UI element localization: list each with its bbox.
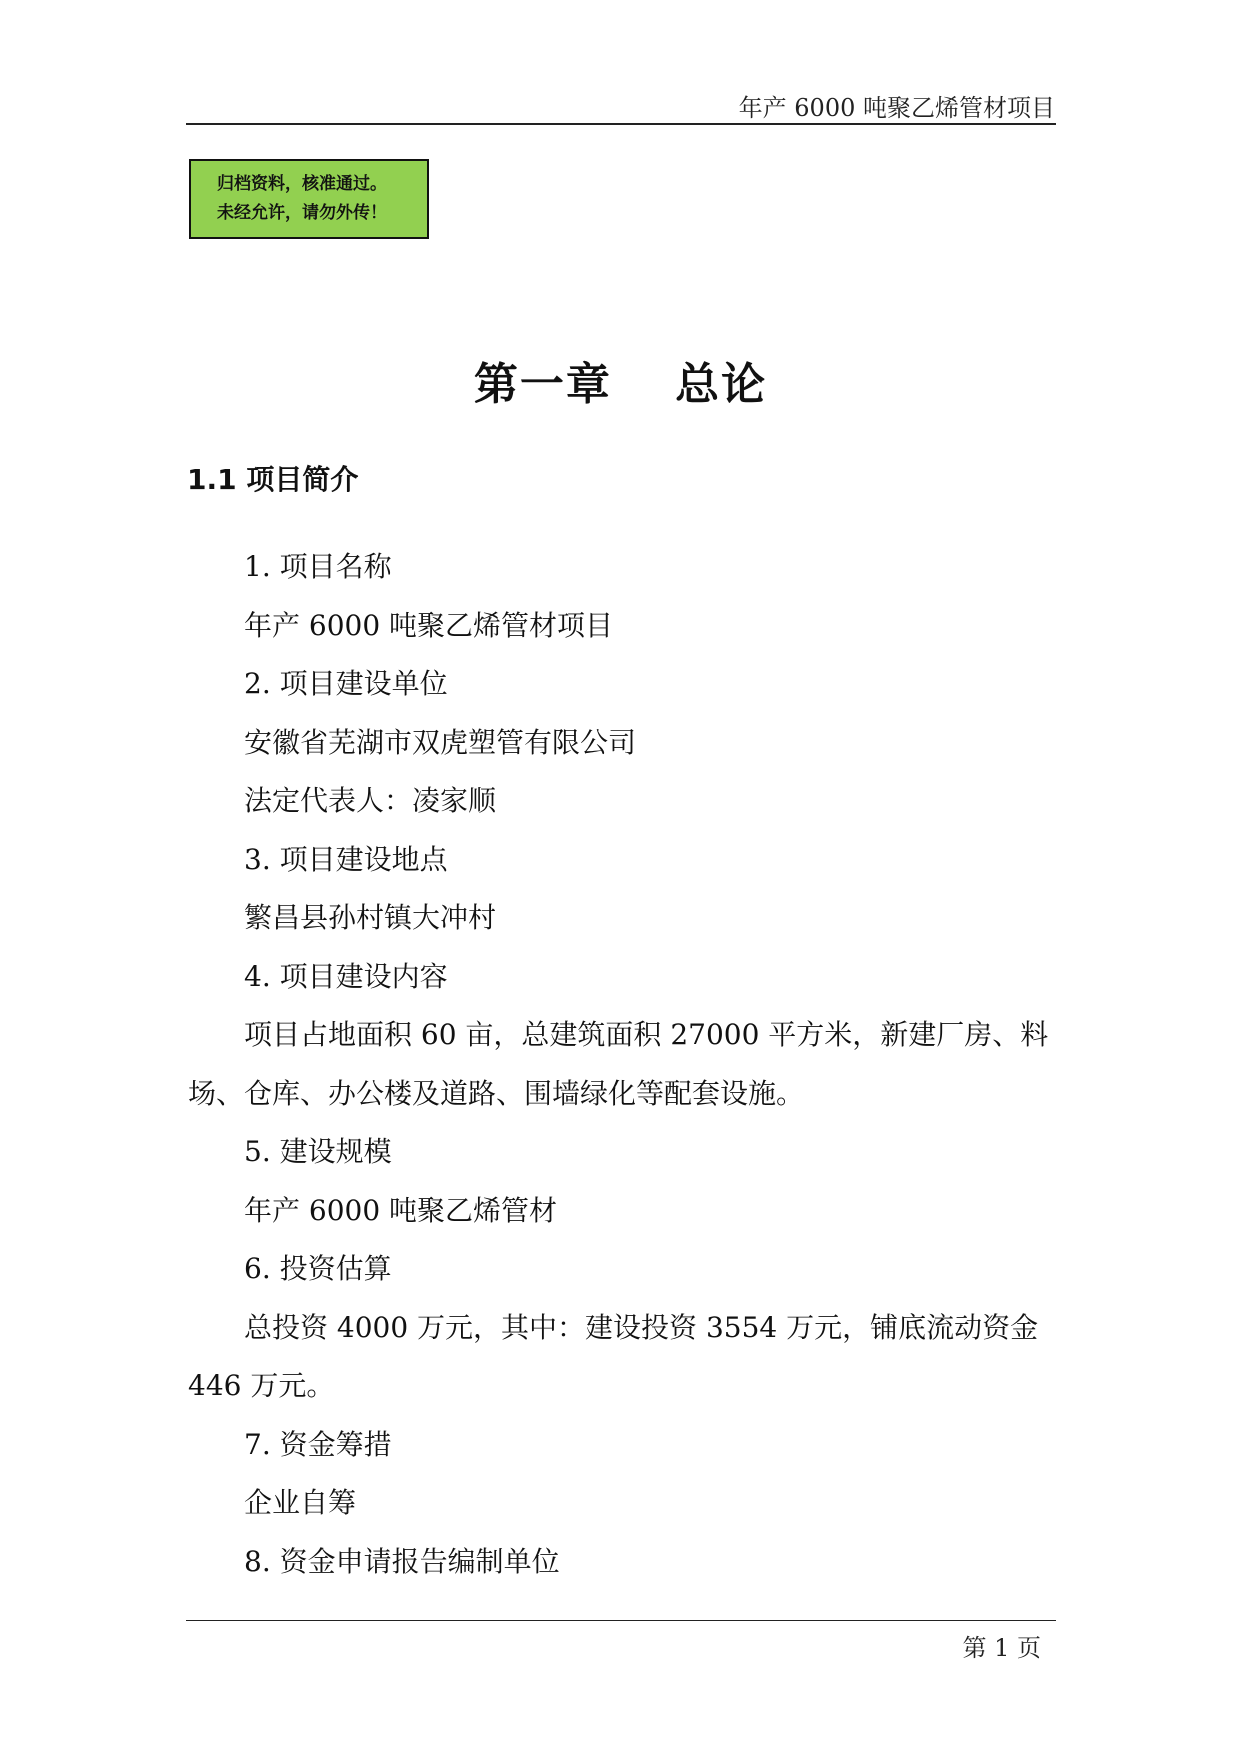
paragraph: 7. 资金筹措	[244, 1427, 392, 1461]
header-divider	[186, 123, 1056, 125]
paragraph: 3. 项目建设地点	[244, 842, 448, 876]
stamp-line-2: 未经允许，请勿外传！	[217, 203, 387, 223]
paragraph: 1. 项目名称	[244, 550, 392, 583]
running-header-title: 年产 6000 吨聚乙烯管材项目	[738, 94, 1055, 122]
paragraph: 8. 资金申请报告编制单位	[244, 1544, 560, 1578]
paragraph: 4. 项目建设内容	[244, 959, 448, 993]
section-title: 1.1 项目简介	[187, 463, 359, 496]
body-content	[188, 538, 1056, 1591]
paragraph: 企业自筹	[244, 1486, 357, 1519]
paragraph: 5. 建设规模	[244, 1135, 392, 1168]
stamp-line-1: 归档资料，核准通过。	[217, 174, 387, 194]
paragraph: 2. 项目建设单位	[244, 667, 448, 700]
paragraph: 法定代表人：凌家顺	[244, 784, 497, 817]
paragraph: 安徽省芜湖市双虎塑管有限公司	[244, 725, 637, 759]
paragraph: 总投资 4000 万元，其中：建设投资 3554 万元，铺底流动资金 446 万元。	[188, 1310, 1039, 1402]
paragraph: 6. 投资估算	[244, 1252, 392, 1285]
paragraph: 繁昌县孙村镇大冲村	[244, 901, 497, 934]
paragraph: 年产 6000 吨聚乙烯管材项目	[244, 608, 614, 642]
footer-divider	[186, 1620, 1056, 1621]
page-number: 第 1 页	[962, 1634, 1041, 1662]
chapter-title: 第一章 总论	[473, 359, 768, 410]
paragraph: 项目占地面积 60 亩，总建筑面积 27000 平方米，新建厂房、料场、仓库、办公楼及道路、围墙绿化等配套设施。	[188, 1018, 1049, 1110]
archive-stamp	[189, 159, 429, 239]
paragraph: 年产 6000 吨聚乙烯管材	[244, 1193, 558, 1227]
